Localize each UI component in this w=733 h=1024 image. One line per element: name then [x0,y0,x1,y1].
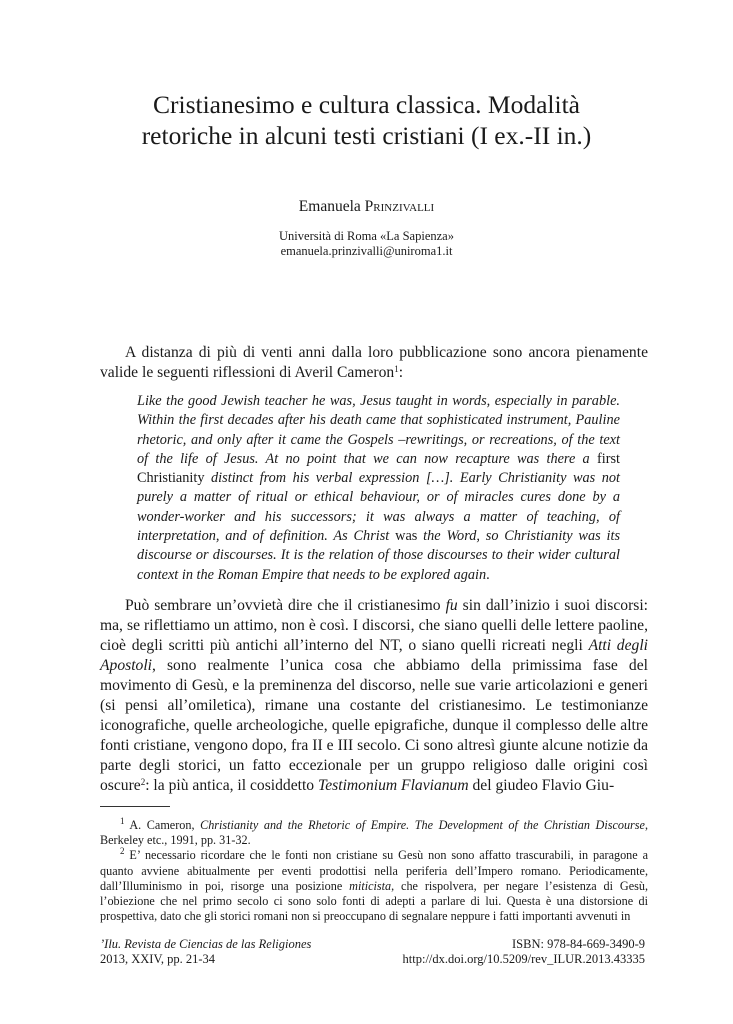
journal-citation [100,937,311,967]
footnote-2-text-b: , che rispolvera, per negare l’esistenza di Gesù, l’obiezione che nel primo secolo ci sono solo fonti di adepti a parlare di lui. Questa è una distorsione di prospettiva, dato che gli storici romani non si preoccupano di segnalare neppure i fatti importanti avvenuti in [100,878,648,924]
footnote-2-number: 2 [120,846,125,857]
body-paragraph [100,596,648,796]
quote-upright-2: was [389,528,424,545]
author-affiliation [0,229,733,259]
doi-link[interactable]: http://dx.doi.org/10.5209/rev_ILUR.2013.43335 [402,952,645,966]
body-text-4: : la più antica, il cosiddetto [145,777,318,794]
footnote-separator [100,806,170,807]
journal-name: ’Ilu. Revista de Ciencias de las Religiones [100,937,312,951]
article-title [80,89,653,151]
footnote-2-text-a: E’ necessario ricordare che le fonti non cristiane su Gesù non sono affatto trascurabili, in paragone a quanto avviene abitualmente per eventi prodottisi nella periferia dell’Impero romano. Periodicamente, dall’Illuminismo in poi, risorge una posizione [100,848,648,893]
footnote-1-text-b: , Berkeley etc., 1991, pp. 31-32. [100,818,648,848]
body-text-5: del giudeo Flavio Giu- [468,777,615,794]
intro-text: A distanza di più di venti anni dalla loro pubblicazione sono ancora pienamente valide le seguenti riflessioni di Averil Cameron [100,344,648,381]
affiliation-text: Università di Roma «La Sapienza» [279,229,454,243]
title-line-2: retoriche in alcuni testi cristiani (I ex.-II in.) [141,121,592,150]
author-name [0,198,733,216]
footnote-1-number: 1 [120,816,125,826]
quote-segment-1: Like the good Jewish teacher he was, Jesus taught in words, especially in parable. Within the first decades after his death came that sophisticated instrument, Pauline rhetoric, and only after it came the Gospels –rewritings, or recreations, of the text of the life of Jesus. At no point that we can now recapture was there a [137,393,620,467]
isbn: ISBN: 978-84-669-3490-9 [512,937,645,951]
journal-volume: 2013, XXIV, pp. 21-34 [100,952,216,966]
footnotes [100,818,648,924]
quote-segment-2: distinct from his verbal expression […]. Early Christianity was not purely a matter of ritual or ethical behaviour, or of miracles cures done by a wonder-worker and his successors; it was always a matter of teaching, of interpretation, and of definition. As Christ [137,470,621,545]
quote-upright-1: first Christianity [137,450,620,487]
body-italic-fu: fu [445,597,458,614]
body-text-2: sin dall’inizio i suoi discorsi: ma, se riflettiamo un attimo, non è così. I discorsi, che siano quelli delle lettere paoline, cioè degli scritti più antichi all’interno del NT, o siano quelli ricreati negli [100,597,648,654]
footnote-1-book-title: Christianity and the Rhetoric of Empire. The Development of the Christian Discourse [200,818,645,832]
title-line-1: Cristianesimo e cultura classica. Modalità [152,90,580,119]
body-italic-atti: Atti degli Apostoli [100,637,648,674]
author-email[interactable]: emanuela.prinzivalli@uniroma1.it [280,244,453,258]
quote-segment-3: the Word, so Christianity was its discourse or discourses. It is the relation of those discourses to their wider cultural context in the Roman Empire that needs to be explored again [137,528,621,583]
intro-end: : [398,364,404,381]
footnote-2-italic: miticista [349,878,392,893]
body-italic-testimonium: Testimonium Flavianum [318,777,469,794]
body-text-3: , sono realmente l’unica cosa che abbiamo della primissima fase del movimento di Gesù, e la preminenza del discorso, nelle sue varie articolazioni e generi (si pensi all’omiletica), rimane una costante del cristianesimo. Le testimonianze iconografiche, quelle archeologiche, quelle epigrafiche, dunque il complesso delle altre fonti cristiane, vengono dopo, fra II e III secolo. Ci sono altresì giunte alcune notizie da parte degli storici, un fatto eccezionale per un gruppo religioso dalle origini così oscure [100,657,648,794]
author-first-name: Emanuela [298,198,365,215]
footnote-ref-2[interactable]: 2 [140,777,146,787]
footnote-1-text-a: A. Cameron, [124,818,201,832]
body-text-1: Può sembrare un’ovvietà dire che il cristianesimo [125,597,446,614]
footnote-1 [100,818,648,848]
footnote-2 [100,848,648,924]
author-last-name: Prinzivalli [364,198,435,215]
quote-upright-3: . [486,566,490,583]
identifiers [403,937,645,967]
footnote-ref-1[interactable]: 1 [394,364,399,374]
block-quote [137,392,620,585]
intro-paragraph [100,343,648,383]
